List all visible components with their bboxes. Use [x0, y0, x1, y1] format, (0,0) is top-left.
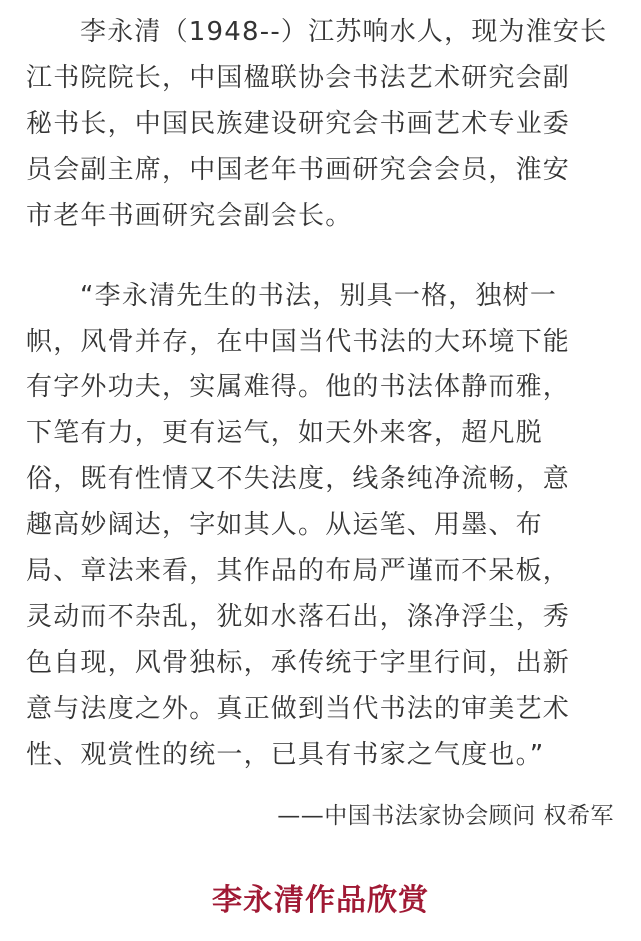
quote-line: 灵动而不杂乱，犹如水落石出，涤净浮尘，秀: [26, 602, 571, 632]
quote-line: 有字外功夫，实属难得。他的书法体静而雅，: [26, 372, 571, 402]
quote-line: 俗，既有性情又不失法度，线条纯净流畅，意: [26, 464, 571, 494]
bio-line: 李永清（1948--）江苏响水人，现为淮安长: [80, 17, 608, 47]
quote-attribution: ——中国书法家协会顾问 权希军: [277, 803, 614, 829]
bio-line: 秘书长，中国民族建设研究会书画艺术专业委: [26, 109, 571, 139]
quote-line: “李永清先生的书法，别具一格，独树一: [80, 281, 558, 311]
quote-line: 意与法度之外。真正做到当代书法的审美艺术: [26, 694, 571, 724]
works-section-heading: 李永清作品欣赏: [212, 883, 429, 918]
quote-line: 趣高妙阔达，字如其人。从运笔、用墨、布: [26, 510, 543, 540]
bio-line: 员会副主席，中国老年书画研究会会员，淮安: [26, 155, 571, 185]
quote-line: 下笔有力，更有运气，如天外来客，超凡脱: [26, 418, 543, 448]
quote-line: 局、章法来看，其作品的布局严谨而不呆板，: [26, 556, 571, 586]
bio-line: 市老年书画研究会副会长。: [26, 201, 353, 231]
bio-line: 江书院院长，中国楹联协会书法艺术研究会副: [26, 63, 571, 93]
quote-line: 色自现，风骨独标，承传统于字里行间，出新: [26, 648, 571, 678]
quote-line: 性、观赏性的统一，已具有书家之气度也。”: [26, 740, 545, 770]
quote-line: 帜，风骨并存，在中国当代书法的大环境下能: [26, 327, 571, 357]
